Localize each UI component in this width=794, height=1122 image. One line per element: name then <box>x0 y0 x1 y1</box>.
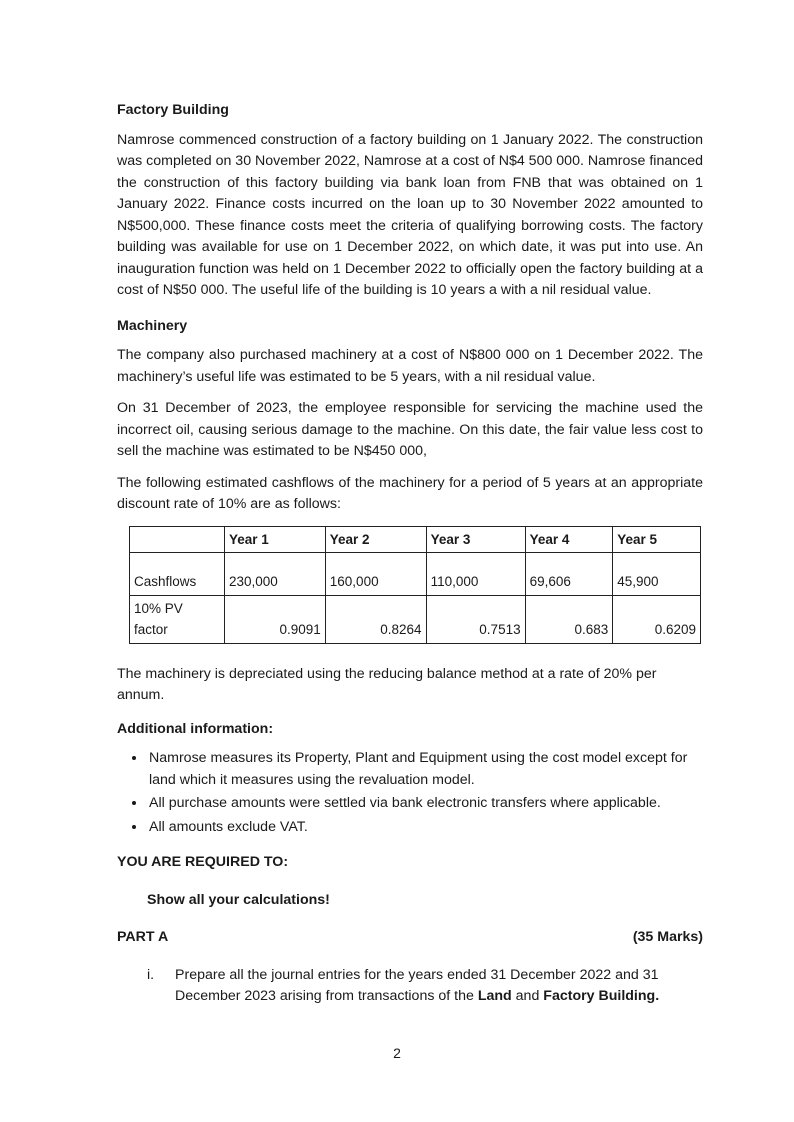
table-cell: 230,000 <box>225 553 326 596</box>
factory-paragraph: Namrose commenced construction of a factory building on 1 January 2022. The construction was completed on 30 November 2022, Namrose at a cost of N$4 500 000. Namrose financed the construction of this factory building via bank loan from FNB that was obtained on 1 January 2022. Finance costs incurred on the loan up to 30 November 2022 amounted to N$500,000. These finance costs meet the criteria of qualifying borrowing costs. The factory building was available for use on 1 December 2022, on which date, it was put into use. An inauguration function was held on 1 December 2022 to officially open the factory building at a cost of N$50 000. The useful life of the building is 10 years a with a nil residual value. <box>117 131 703 298</box>
additional-info-heading: Additional information: <box>117 720 274 737</box>
machinery-paragraph-2: On 31 December of 2023, the employee responsible for servicing the machine used the incorrect oil, causing serious damage to the machine. On this date, the fair value less cost to sell the machine was estimated to be N$450 000, <box>117 400 703 459</box>
part-marks: (35 Marks) <box>632 929 703 945</box>
pv-label-line-1: 10% PV <box>134 600 183 616</box>
show-calculations-note: Show all your calculations! <box>147 891 330 908</box>
table-header-row <box>130 526 701 553</box>
list-item: • All amounts exclude VAT. <box>147 817 703 839</box>
table-cell: 0.683 <box>525 595 613 643</box>
list-item: • Namrose measures its Property, Plant and Equipment using the cost model except for land which it measures using the revaluation model. <box>147 748 703 791</box>
part-header <box>117 927 703 949</box>
depreciation-note: The machinery is depreciated using the reducing balance method at a rate of 20% per annum. <box>117 665 657 703</box>
machinery-heading: Machinery <box>117 317 188 334</box>
table-cell: 0.6209 <box>613 595 701 643</box>
additional-info-list <box>117 748 703 838</box>
pv-label-line-2: factor <box>134 622 168 637</box>
table-header-cell: Year 4 <box>525 526 613 553</box>
question-text: Prepare all the journal entries for the years ended 31 December 2022 and 31 December 2023 arising from transactions of the Land and Factory Building. <box>175 966 660 1004</box>
table-cell: 69,606 <box>525 553 613 596</box>
table-header-cell: Year 2 <box>325 526 426 553</box>
table-row-pv-factor <box>130 595 701 643</box>
table-row-cashflows <box>130 553 701 596</box>
list-item: • All purchase amounts were settled via bank electronic transfers where applicable. <box>147 793 703 815</box>
table-cell: 0.8264 <box>325 595 426 643</box>
table-row-label <box>130 595 225 643</box>
table-header-cell: Year 3 <box>426 526 525 553</box>
machinery-paragraph-3: The following estimated cashflows of the machinery for a period of 5 years at an appropriate discount rate of 10% are as follows: <box>117 474 703 512</box>
factory-heading: Factory Building <box>117 102 229 118</box>
question-item <box>147 965 703 1008</box>
required-heading: YOU ARE REQUIRED TO: <box>117 854 289 870</box>
table-cell: 160,000 <box>325 553 426 596</box>
cashflow-table <box>129 526 701 644</box>
document-page <box>117 100 703 1008</box>
part-label: PART A <box>117 929 169 945</box>
table-cell: 0.9091 <box>225 595 326 643</box>
table-cell: 110,000 <box>426 553 525 596</box>
page-number: 2 <box>393 1045 401 1061</box>
machinery-paragraph-1: The company also purchased machinery at a cost of N$800 000 on 1 December 2022. The machinery’s useful life was estimated to be 5 years, with a nil residual value. <box>117 347 703 385</box>
table-row-label: Cashflows <box>130 553 225 596</box>
table-header-cell <box>130 526 225 553</box>
table-cell: 45,900 <box>613 553 701 596</box>
question-number: i. <box>147 966 155 983</box>
table-header-cell: Year 5 <box>613 526 701 553</box>
table-cell: 0.7513 <box>426 595 525 643</box>
table-header-cell: Year 1 <box>225 526 326 553</box>
